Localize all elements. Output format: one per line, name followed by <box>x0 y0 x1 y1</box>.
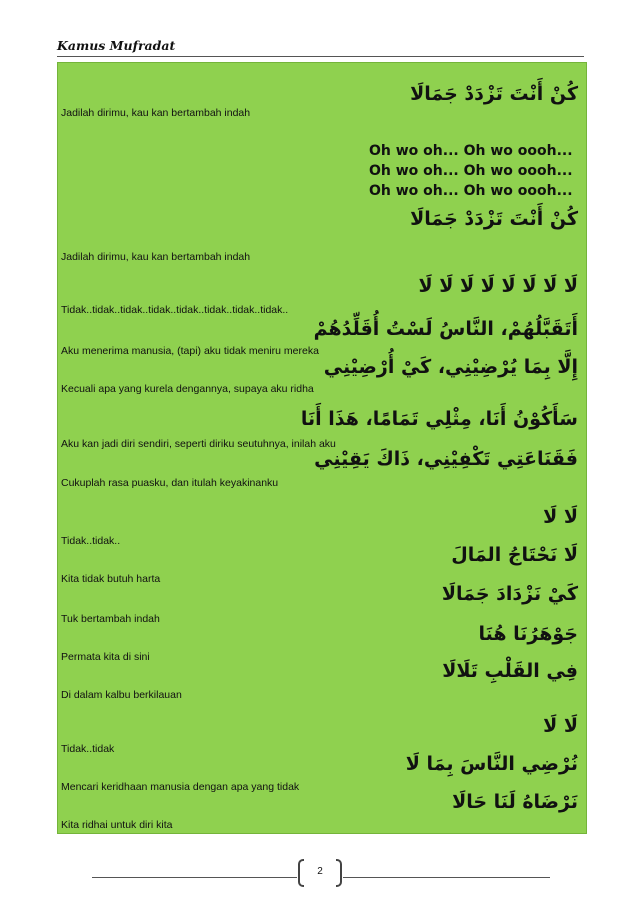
translation-line: Cukuplah rasa puasku, dan itulah keyakinanku <box>61 477 279 489</box>
translation-line: Tidak..tidak <box>61 743 115 755</box>
translation-line: Aku menerima manusia, (tapi) aku tidak meniru mereka <box>61 345 319 357</box>
arabic-line: فِي القَلْبِ تَلَالَا <box>442 660 578 682</box>
vocabulary-panel <box>57 62 587 834</box>
english-lyric-line: Oh wo oh... Oh wo oooh... <box>369 163 573 179</box>
translation-line: Jadilah dirimu, kau kan bertambah indah <box>61 251 251 263</box>
translation-line: Kita tidak butuh harta <box>61 573 161 585</box>
arabic-line: لَا لَا لَا لَا لَا لَا لَا لَا <box>418 275 578 297</box>
arabic-line: كُنْ أَنْتَ تَزْدَدْ جَمَالَا <box>410 83 578 105</box>
footer-divider-left <box>92 877 297 878</box>
arabic-line: نُرْضِي النَّاسَ بِمَا لَا <box>405 753 578 775</box>
arabic-line: كُنْ أَنْتَ تَزْدَدْ جَمَالَا <box>410 208 578 230</box>
translation-line: Kita ridhai untuk diri kita <box>61 819 173 831</box>
arabic-line: سَأَكُوْنُ أَنَا، مِثْلِي تَمَامًا، هَذَا أَنَا <box>300 408 578 430</box>
translation-line: Di dalam kalbu berkilauan <box>61 689 182 701</box>
translation-line: Jadilah dirimu, kau kan bertambah indah <box>61 107 251 119</box>
arabic-line: لَا لَا <box>543 715 578 737</box>
header-divider <box>57 56 584 57</box>
arabic-line: فَقَنَاعَتِي تَكْفِيْنِي، ذَاكَ يَقِيْنِي <box>314 448 578 470</box>
translation-line: Tidak..tidak..tidak..tidak..tidak..tidak..tidak..tidak.. <box>61 304 289 316</box>
translation-line: Tidak..tidak.. <box>61 535 121 547</box>
translation-line: Mencari keridhaan manusia dengan apa yang tidak <box>61 781 300 793</box>
page-number-bracket-right <box>336 859 342 887</box>
english-lyric-line: Oh wo oh... Oh wo oooh... <box>369 183 573 199</box>
arabic-line: أَتَقَبَّلُهُمْ، النَّاسُ لَسْتُ أُقَلِّدُهُمْ <box>313 318 578 340</box>
document-header-title: Kamus Mufradat <box>57 38 176 53</box>
translation-line: Tuk bertambah indah <box>61 613 160 625</box>
translation-line: Permata kita di sini <box>61 651 150 663</box>
page-number-bracket-left <box>298 859 304 887</box>
translation-line: Aku kan jadi diri sendiri, seperti diriku seutuhnya, inilah aku <box>61 438 336 450</box>
arabic-line: جَوْهَرُنَا هُنَا <box>478 623 578 645</box>
page-number: 2 <box>317 866 323 877</box>
arabic-line: لَا لَا <box>543 506 578 528</box>
arabic-line: إِلَّا بِمَا يُرْضِيْنِي، كَيْ أُرْضِيْنِي <box>323 356 578 378</box>
arabic-line: نَرْضَاهُ لَنَا حَالَا <box>452 791 578 813</box>
arabic-line: لَا نَحْتَاجُ المَالَ <box>451 544 578 566</box>
arabic-line: كَيْ نَزْدَادَ جَمَالَا <box>441 583 578 605</box>
translation-line: Kecuali apa yang kurela dengannya, supaya aku ridha <box>61 383 314 395</box>
footer-divider-right <box>343 877 550 878</box>
english-lyric-line: Oh wo oh... Oh wo oooh... <box>369 143 573 159</box>
